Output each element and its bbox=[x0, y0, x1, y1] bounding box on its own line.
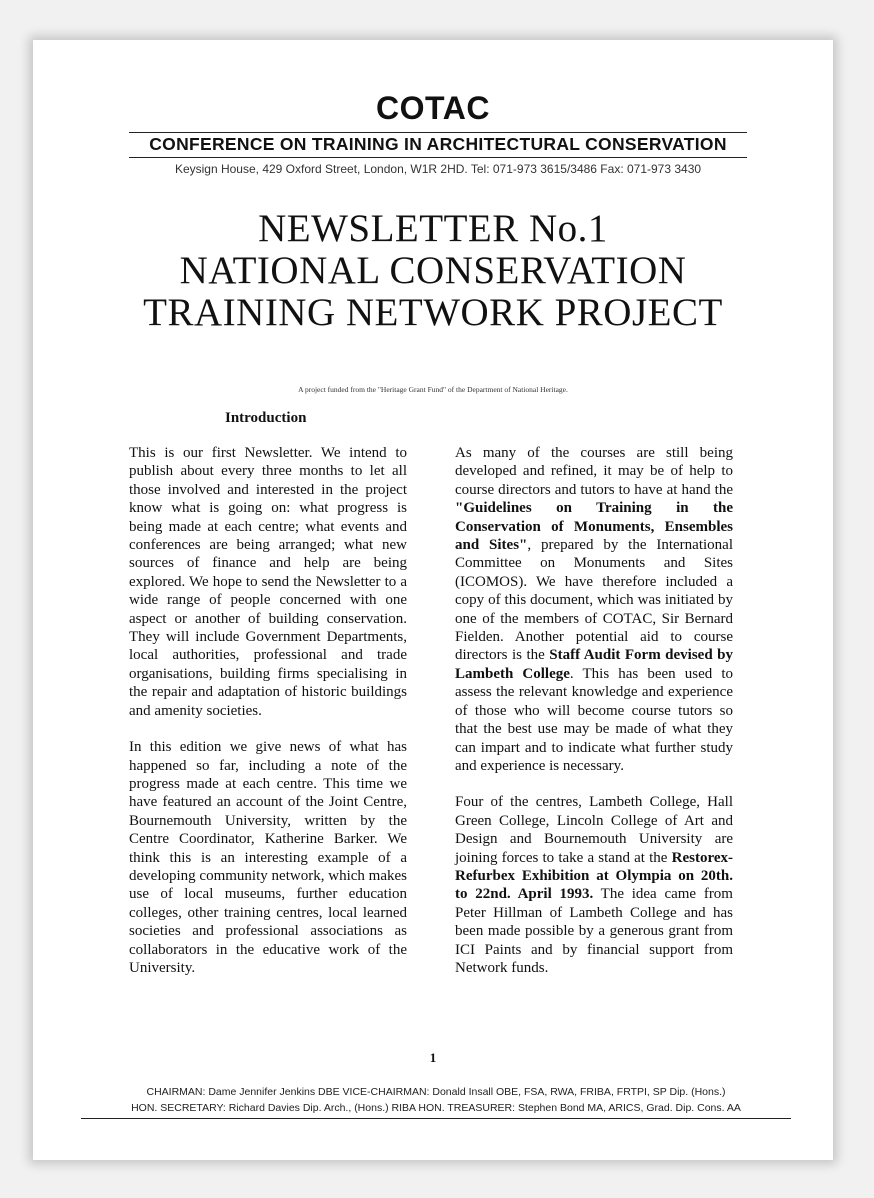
organization-name: COTAC bbox=[376, 90, 490, 126]
newsletter-page bbox=[33, 40, 833, 1160]
text-run: As many of the courses are still being developed and refined, it may be of help to course directors and tutors to have at hand the bbox=[455, 445, 733, 498]
intro-paragraph-1: This is our first Newsletter. We intend to publish about every three months to let all those involved and interested in the project know what is going on: what progress is being made at each centre; what events and conferences are being arranged; what new sources of finance and help are being explored. We hope to send the Newsletter to a wide range of people concerned with one aspect or another of building conservation. They will include Government Departments, local authorities, professional and trade organisations, building firms specialising in the repair and adaptation of historic buildings and amenity societies. bbox=[129, 445, 407, 719]
guidelines-title: "Guidelines on Training in the Conservation of Monuments, Ensembles and Sites" bbox=[455, 500, 733, 554]
section-heading: Introduction bbox=[225, 410, 307, 426]
text-run: The idea came from Peter Hillman of Lambeth College and has been made possible by a generous grant from ICI Paints and by financial support from Network funds. bbox=[455, 886, 733, 976]
text-run: , prepared by the International Committee on Monuments and Sites (ICOMOS). We have therefore included a copy of this document, which was initiated by one of the members of COTAC, Sir Bernard Fielden. Another potential aid to course directors is the bbox=[455, 537, 733, 664]
project-title-line-2: TRAINING NETWORK PROJECT bbox=[143, 291, 723, 334]
page-number: 1 bbox=[429, 1050, 437, 1065]
intro-paragraph-2: In this edition we give news of what has happened so far, including a note of the progress made at each centre. This time we have featured an account of the Joint Centre, Bournemouth University, written by the Centre Coordinator, Katherine Barker. We think this is an interesting example of a developing community network, which makes use of local museums, further education colleges, other training centres, local learned societies and professional associations as collaborators in the educative work of the University. bbox=[129, 739, 407, 976]
officers-line-1: CHAIRMAN: Dame Jennifer Jenkins DBE VICE-CHAIRMAN: Donald Insall OBE, FSA, RWA, FRIBA, FRTPI, SP Dip. (Hons.) bbox=[146, 1086, 726, 1098]
text-run: Four of the centres, Lambeth College, Hall Green College, Lincoln College of Art and Design and Bournemouth University are joining forces to take a stand at the bbox=[455, 794, 733, 866]
funding-note: A project funded from the "Heritage Grant Fund" of the Department of National Heritage. bbox=[298, 385, 568, 394]
officers-footer bbox=[81, 1084, 791, 1119]
right-column bbox=[455, 444, 733, 995]
exhibition-name: Restorex-Refurbex Exhibition at Olympia on 20th. to 22nd. April 1993. bbox=[455, 849, 733, 903]
organization-address: Keysign House, 429 Oxford Street, London, W1R 2HD. Tel: 071-973 3615/3486 Fax: 071-973 3430 bbox=[174, 162, 702, 176]
exhibition-paragraph bbox=[455, 793, 733, 977]
officers-line-2: HON. SECRETARY: Richard Davies Dip. Arch., (Hons.) RIBA HON. TREASURER: Stephen Bond MA, ARICS, Grad. Dip. Cons. AA bbox=[131, 1102, 741, 1114]
left-column bbox=[129, 444, 407, 995]
guidelines-paragraph bbox=[455, 444, 733, 775]
organization-full-name: CONFERENCE ON TRAINING IN ARCHITECTURAL CONSERVATION bbox=[129, 132, 747, 158]
project-title-line-1: NATIONAL CONSERVATION bbox=[179, 249, 687, 292]
text-run: . This has been used to assess the relevant knowledge and experience of those who will become course tutors so that the best use may be made of what they can impart and to indicate what further study and experience is necessary. bbox=[455, 665, 733, 774]
newsletter-title: NEWSLETTER No.1 bbox=[258, 207, 608, 250]
staff-audit-form: Staff Audit Form devised by Lambeth College bbox=[455, 647, 734, 682]
